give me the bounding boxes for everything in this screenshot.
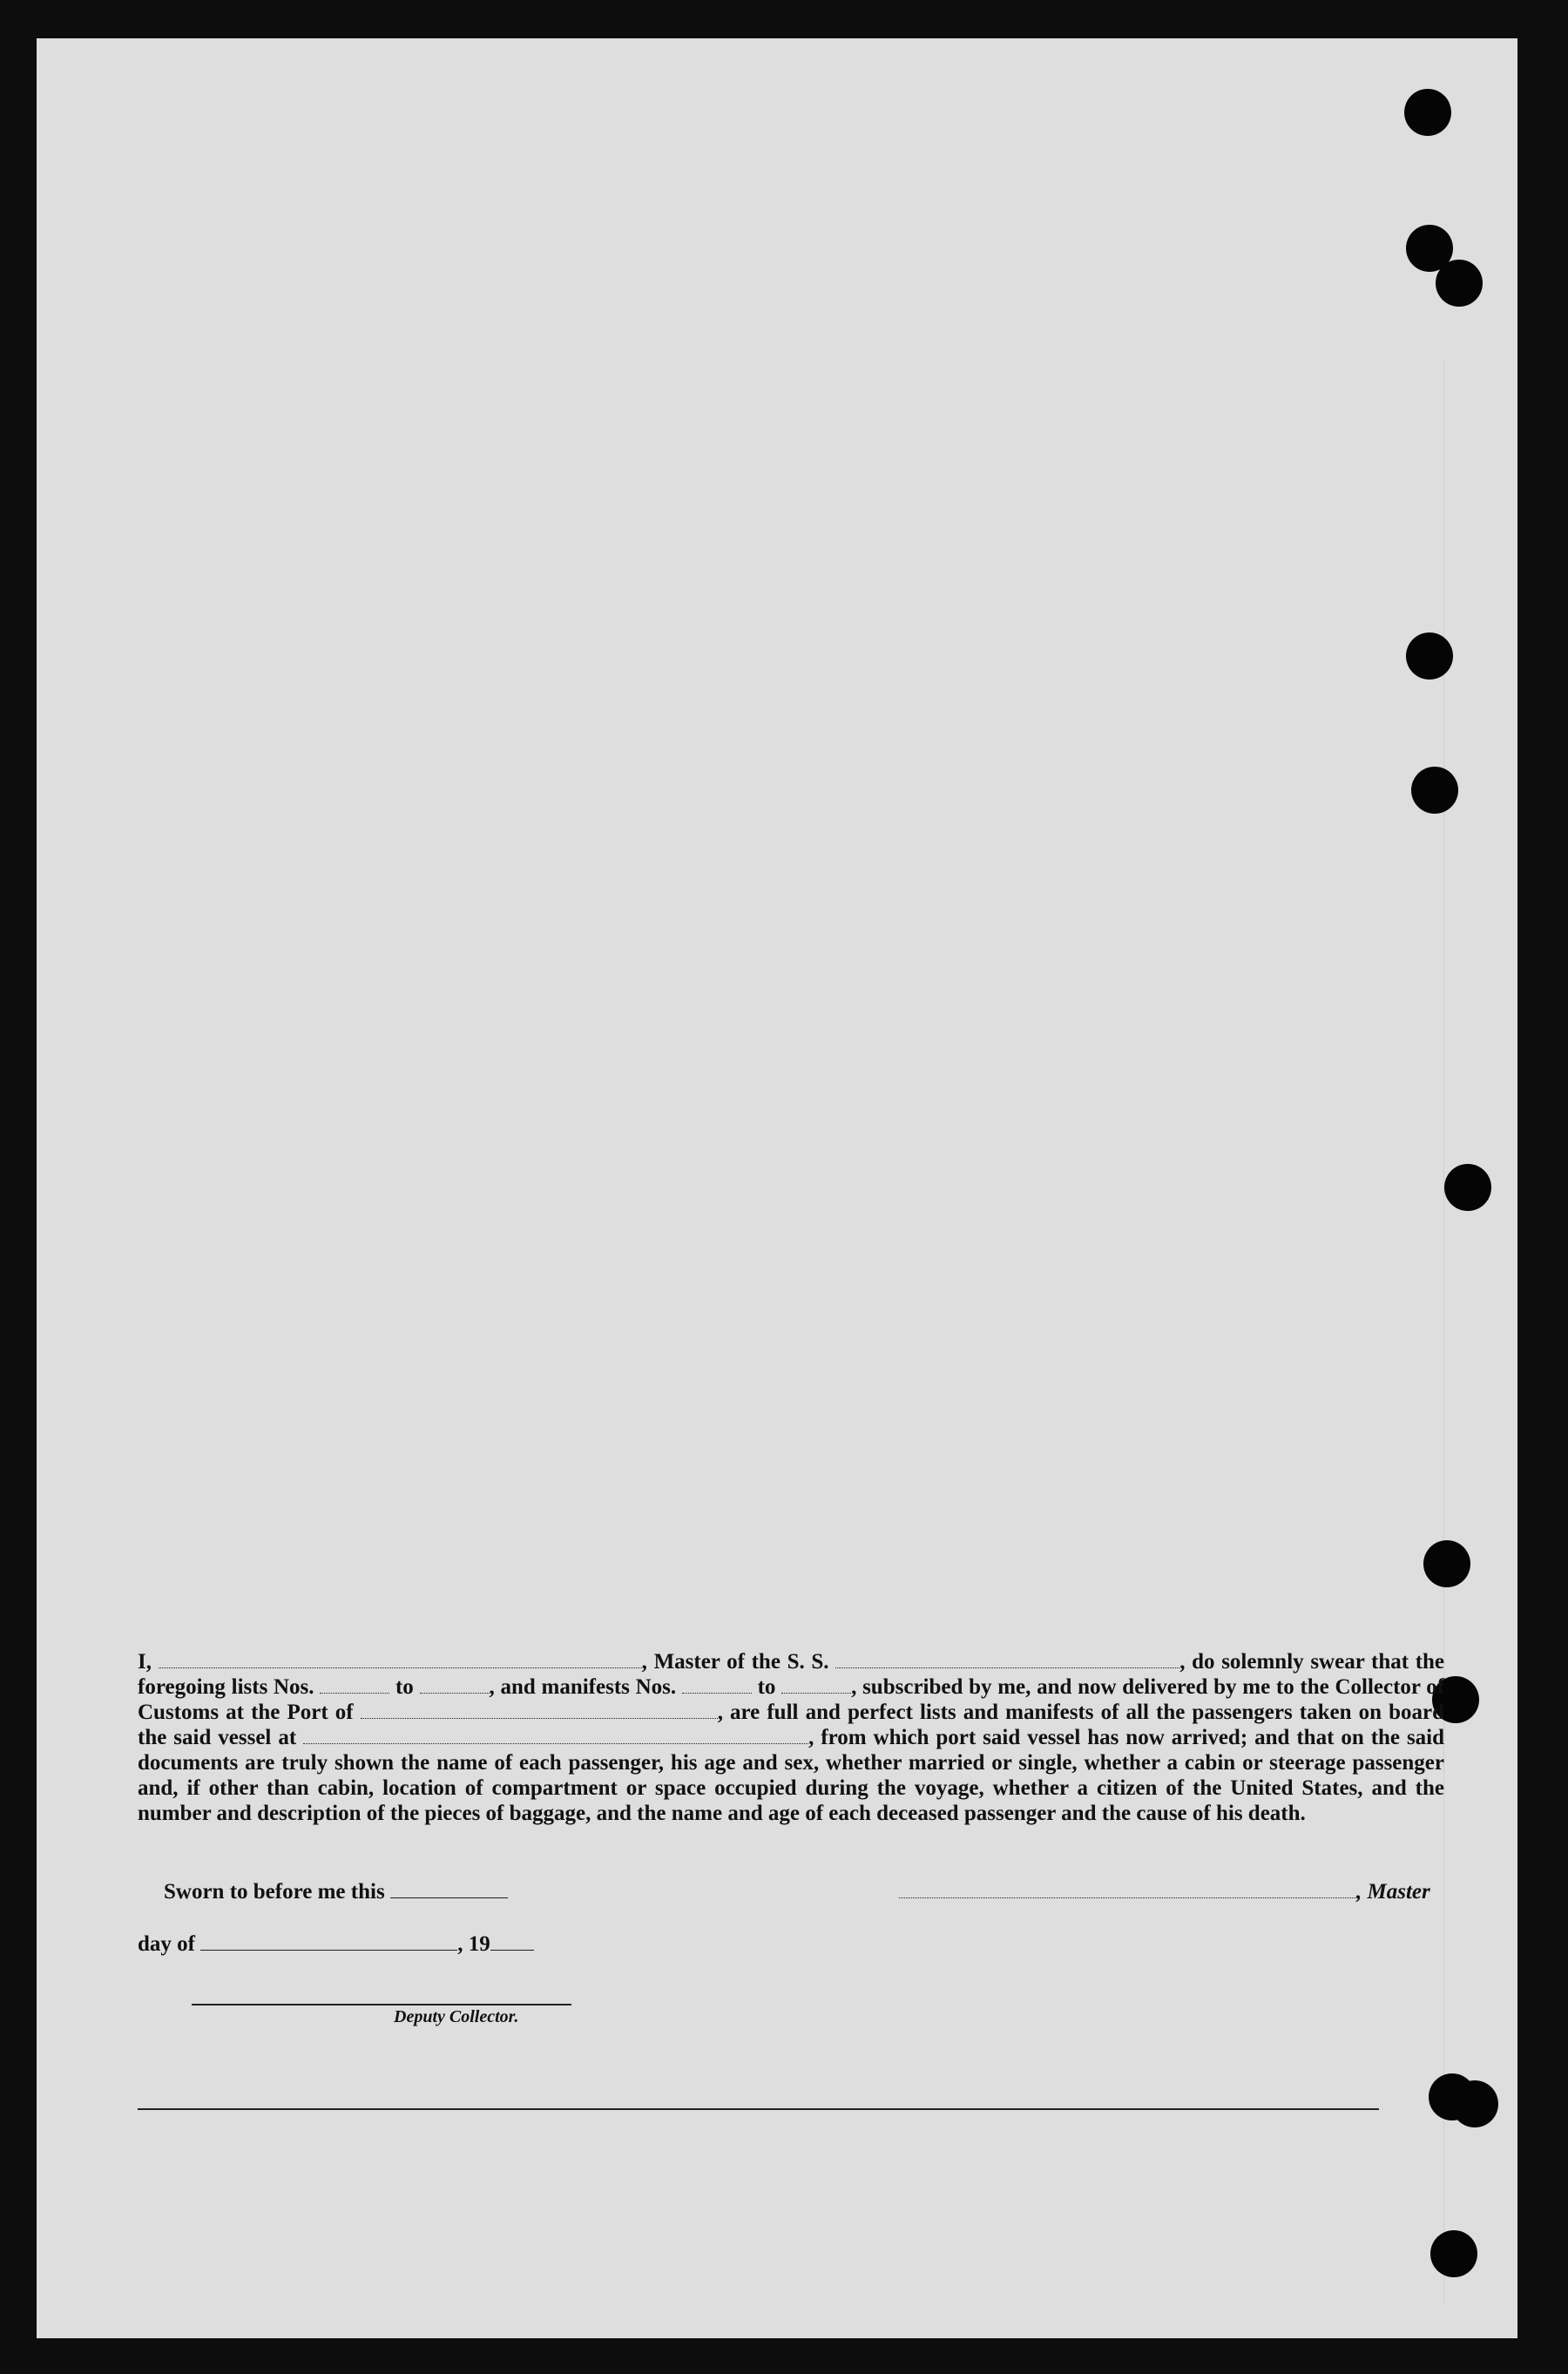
oath-paragraph [138,1649,1444,1826]
oath-subscribed: , subscribed by me, and now [851,1675,1117,1699]
punch-hole [1444,1164,1491,1211]
day-of-text: day of [138,1932,195,1956]
document-page [37,38,1517,2338]
oath-body: port said vessel has now arrived; and that on the said documents are truly shown the name of each passenger, his age and sex, whether married or single, whether a cabin or steerage passenger and, if other than cabin, location of compartment or space occupied during the voyage, whether a citizen of the United States, and the number and description of the pieces of baggage, and the name and age of each deceased passenger and the cause of his death. [138,1726,1445,1825]
punch-hole [1404,89,1451,136]
oath-from-which: , from which [808,1726,929,1749]
oath-swear: swear that the foregoing lists Nos. [138,1650,1445,1699]
oath-i: I, [138,1650,152,1674]
punch-hole [1411,767,1458,814]
port-blank [361,1702,718,1719]
year-blank [490,1934,534,1951]
oath-master-of: , Master of the S. S. [641,1650,829,1674]
master-signature [899,1880,1430,1904]
sworn-line [164,1880,508,1904]
embark-port-blank [303,1728,808,1744]
oath-delivered: delivered by me to the Collector of Customs at the Port of [138,1675,1445,1724]
list-to-blank [420,1677,490,1694]
master-label: , Master [1356,1880,1430,1904]
manifest-from-blank [682,1677,752,1694]
punch-hole [1423,1540,1470,1587]
master-signature-blank [899,1882,1356,1898]
vessel-name-blank [835,1652,1179,1668]
deputy-signature-line [192,2004,571,2005]
oath-manifests: , and manifests Nos. [489,1675,677,1699]
sworn-date-blank [390,1882,508,1898]
punch-hole [1436,260,1483,307]
sworn-text: Sworn to before me this [164,1880,385,1904]
oath-do-solemnly: , do solemnly [1179,1650,1304,1674]
punch-hole [1406,632,1453,680]
day-line [138,1932,534,1957]
list-from-blank [320,1677,389,1694]
oath-to-1: to [395,1675,414,1699]
master-name-blank [159,1652,642,1668]
punch-hole [1451,2080,1498,2127]
month-blank [200,1934,457,1951]
oath-full-perfect: , are full and perfect lists and [717,1701,999,1724]
deputy-collector-label: Deputy Collector. [394,2007,519,2026]
bottom-rule [138,2108,1379,2110]
year-prefix: , 19 [457,1932,490,1956]
oath-manifests-all: manifests of all the passengers taken on board the said vessel at [138,1701,1445,1749]
punch-hole [1430,2230,1477,2277]
manifest-to-blank [781,1677,851,1694]
oath-to-2: to [757,1675,776,1699]
